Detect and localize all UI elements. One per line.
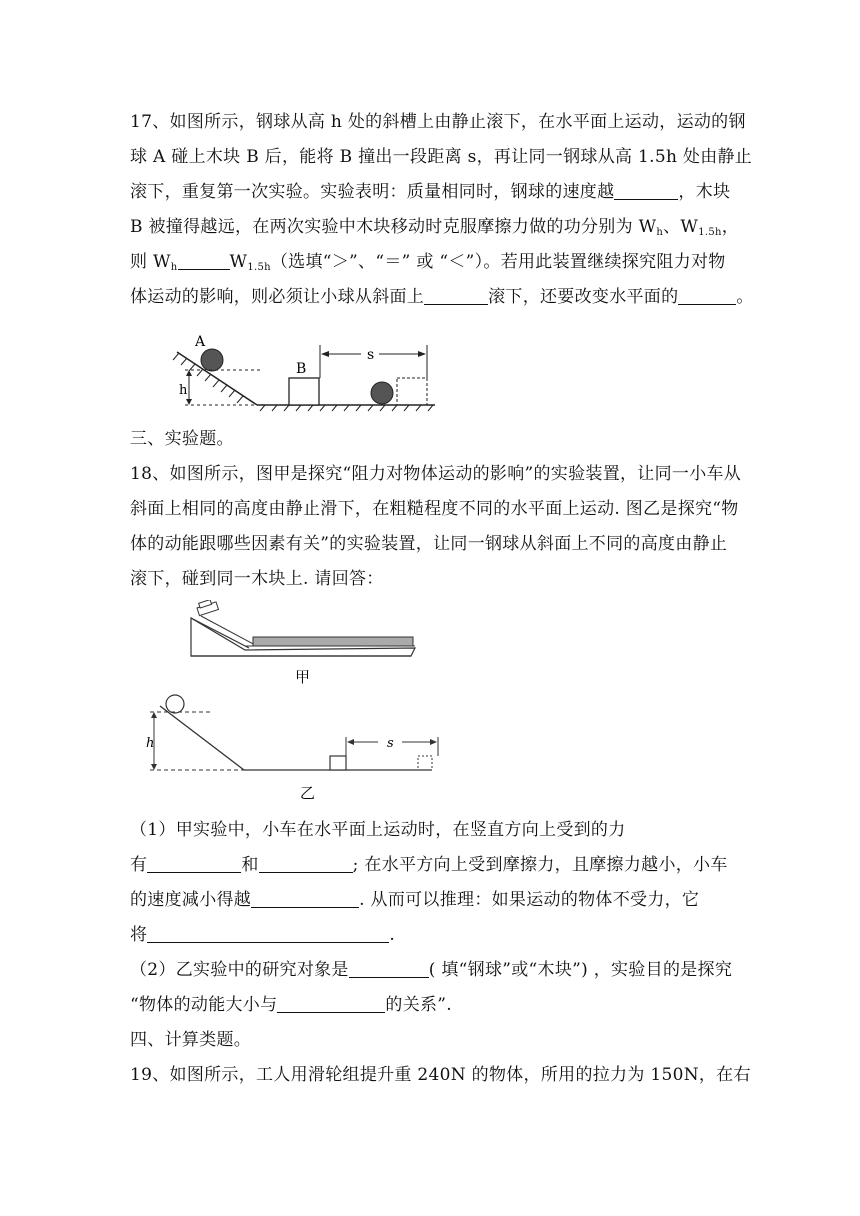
q18-part1-line-4: [130, 923, 395, 947]
q17-line-2: 球 A 碰上木块 B 后，能将 B 撞出一段距离 s，再让同一钢球从高 1.5h 处由静止: [130, 147, 753, 167]
q18-line-3: 体的动能跟哪些因素有关”的实验装置，让同一钢球从斜面上不同的高度由静止: [130, 534, 728, 554]
answer-blank[interactable]: [349, 959, 429, 978]
text: 将: [130, 925, 148, 945]
subscript: 1.5h: [247, 262, 271, 273]
q18-part1-line-2: [130, 853, 728, 877]
answer-blank[interactable]: [678, 286, 736, 305]
text: . 从而可以推理：如果运动的物体不受力，它: [359, 890, 700, 910]
q17-line-6-text: 体运动的影响，则必须让小球从斜面上: [130, 287, 425, 307]
label-h: h: [146, 736, 155, 751]
figure-jia: [185, 600, 425, 690]
answer-blank[interactable]: [147, 854, 241, 873]
section-4-heading: 四、计算类题。: [130, 1030, 252, 1050]
answer-blank[interactable]: [614, 181, 678, 200]
label-jia: 甲: [295, 668, 311, 686]
label-b: B: [296, 361, 307, 377]
answer-blank[interactable]: [251, 889, 359, 908]
q18-part1-line-3: [130, 888, 699, 912]
text: .: [389, 925, 396, 945]
q17-line-4: [130, 215, 739, 245]
label-a: A: [195, 334, 206, 350]
text: “物体的动能大小与: [130, 995, 278, 1015]
label-s: s: [367, 347, 375, 363]
answer-blank[interactable]: [178, 251, 230, 270]
q17-line-3: [130, 180, 730, 204]
text: 的关系”.: [385, 995, 452, 1015]
q17-line-4-mid: 、W: [663, 217, 699, 237]
text: ; 在水平方向上受到摩擦力，且摩擦力越小，小车: [352, 855, 728, 875]
text: ( 填“钢球”或“木块”) ，实验目的是探究: [428, 960, 733, 980]
subscript: 1.5h: [698, 227, 722, 238]
section-3-heading: 三、实验题。: [130, 429, 234, 449]
answer-blank[interactable]: [259, 854, 353, 873]
subscript: h: [656, 227, 664, 238]
text: 的速度减小得越: [130, 890, 252, 910]
q17-line-6-mid: 滚下，还要改变水平面的: [488, 287, 679, 307]
answer-blank[interactable]: [147, 924, 389, 943]
q17-line-5-w: W: [229, 252, 248, 272]
q18-line-1: 18、如图所示，图甲是探究“阻力对物体运动的影响”的实验装置，让同一小车从: [130, 464, 742, 484]
q17-line-3-end: ，木块: [678, 182, 731, 202]
q17-line-4-end: ，: [721, 217, 740, 237]
text: （2）乙实验中的研究对象是: [130, 960, 349, 980]
q18-line-2: 斜面上相同的高度由静止滑下，在粗糙程度不同的水平面上运动. 图乙是探究“物: [130, 499, 739, 519]
figure-yi: [140, 690, 440, 802]
q17-line-5-end: （选填“＞”、“＝” 或 “＜”）。若用此装置继续探究阻力对物: [270, 252, 726, 272]
q17-line-5: [130, 250, 726, 280]
q18-part2-line-2: [130, 993, 452, 1017]
q19-line-1: 19、如图所示，工人用滑轮组提升重 240N 的物体，所用的拉力为 150N，在右: [130, 1065, 751, 1085]
label-h: h: [179, 383, 188, 398]
q18-part2-line-1: [130, 958, 732, 982]
q18-line-4: 滚下，碰到同一木块上. 请回答：: [130, 569, 384, 589]
q17-line-3-text: 滚下，重复第一次实验。实验表明：质量相同时，钢球的速度越: [130, 182, 615, 202]
q17-figure: [165, 332, 445, 414]
text: 有: [130, 855, 148, 875]
q17-line-6-end: 。: [736, 287, 754, 307]
label-yi: 乙: [300, 784, 316, 802]
q17-line-4-text: B 被撞得越远，在两次实验中木块移动时克服摩擦力做的功分别为 W: [130, 217, 657, 237]
q18-part1-line-1: （1）甲实验中，小车在水平面上运动时，在竖直方向上受到的力: [130, 820, 626, 840]
q17-line-5-text: 则 W: [130, 252, 171, 272]
text: 和: [241, 855, 259, 875]
q17-line-6: [130, 285, 754, 309]
label-s: s: [387, 736, 394, 751]
answer-blank[interactable]: [277, 994, 385, 1013]
subscript: h: [170, 262, 178, 273]
answer-blank[interactable]: [424, 286, 488, 305]
q17-line-1: 17、如图所示，钢球从高 h 处的斜槽上由静止滚下，在水平面上运动，运动的钢: [130, 112, 746, 132]
